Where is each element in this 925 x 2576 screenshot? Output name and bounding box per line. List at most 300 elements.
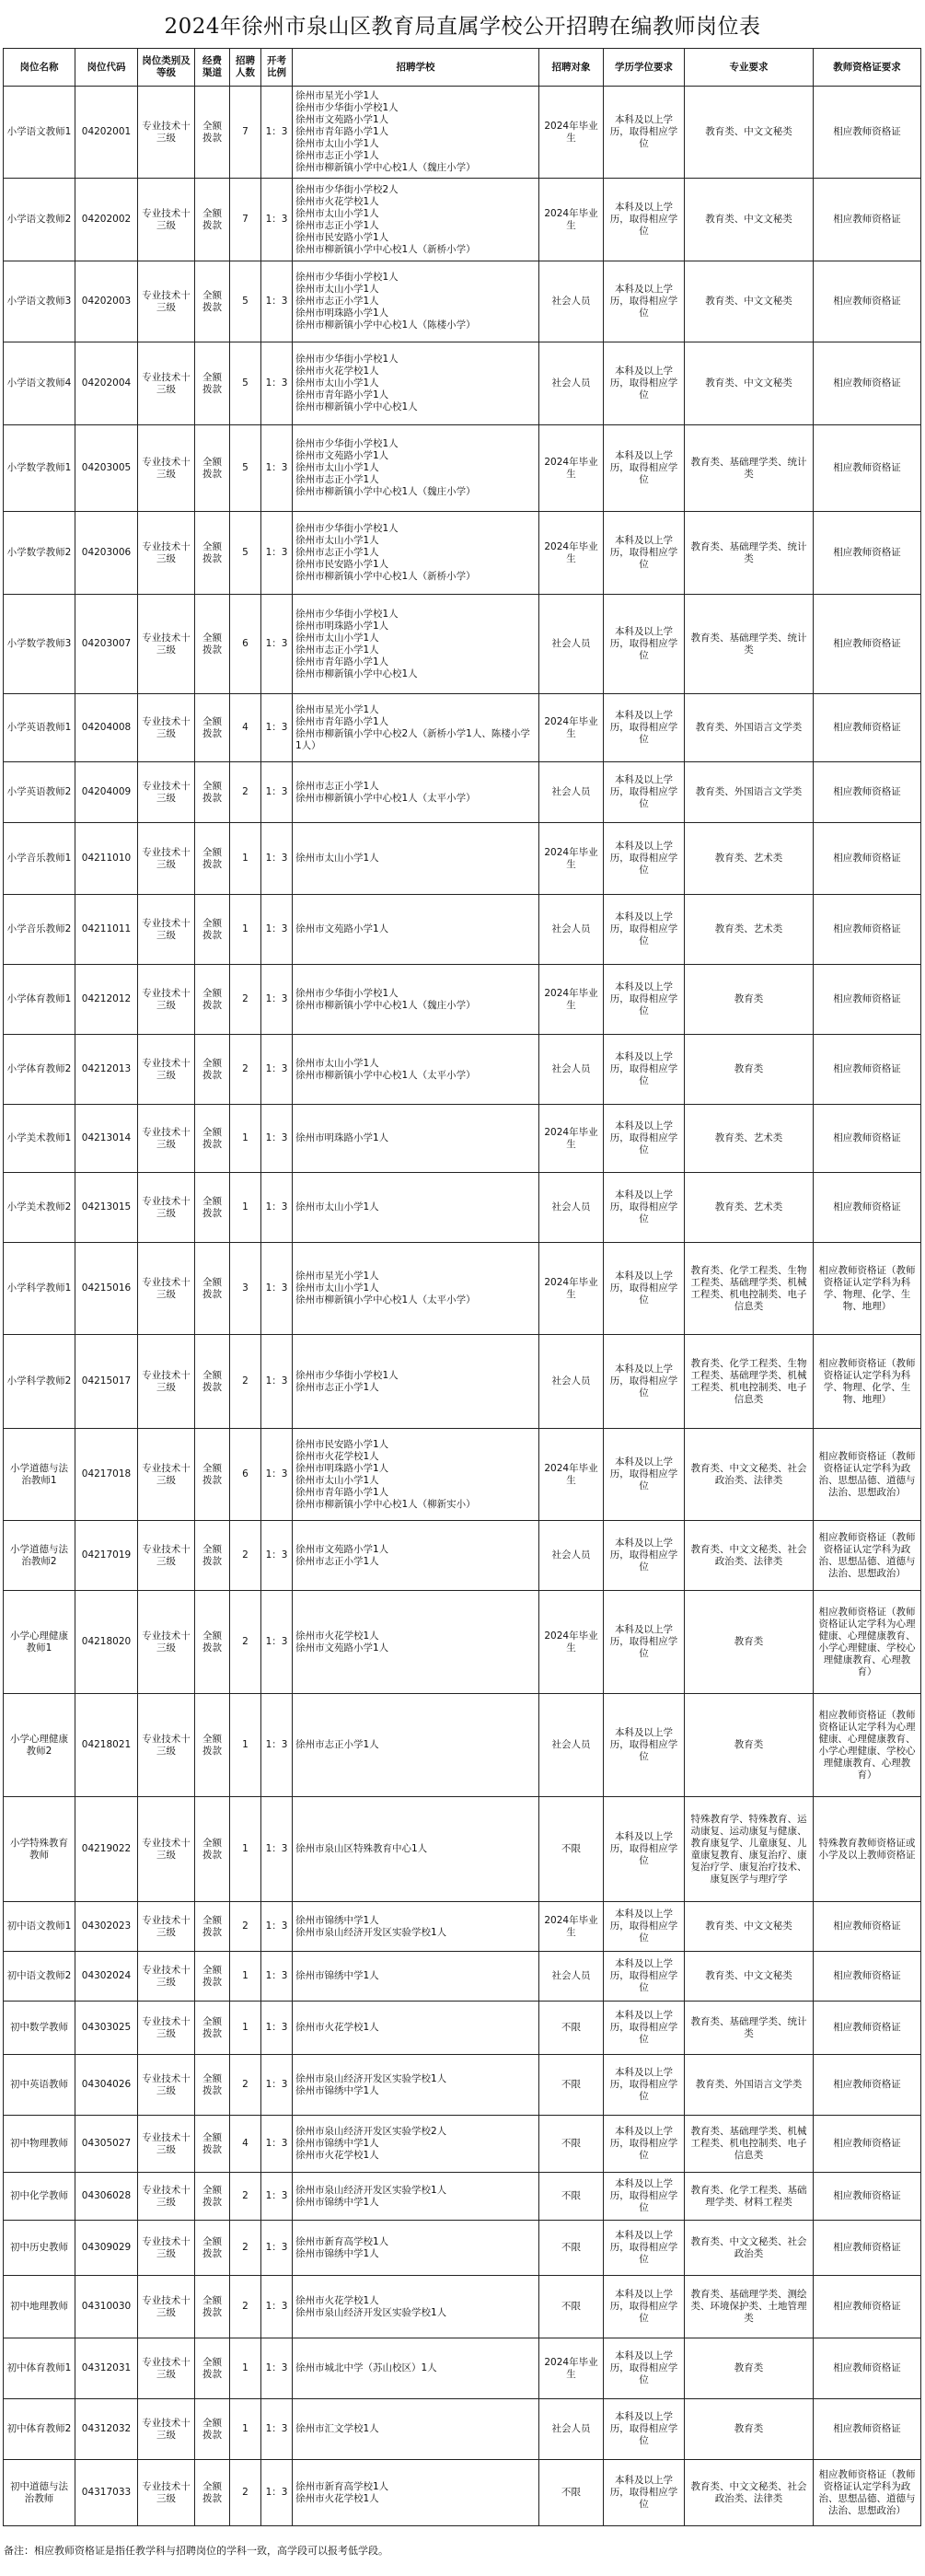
cell-fund-source: 全额拨款 (195, 2276, 230, 2338)
cell-target: 社会人员 (539, 762, 604, 823)
cell-target: 2024年毕业生 (539, 512, 604, 595)
cell-fund-source: 全额拨款 (195, 1173, 230, 1243)
cell-school: 徐州市文苑路小学1人 (293, 895, 539, 965)
header-post-level: 岗位类别及等级 (138, 49, 195, 87)
cell-exam-ratio: 1：3 (261, 1952, 293, 2002)
cell-school: 徐州市泉山经济开发区实验学校1人 徐州市锦绣中学1人 (293, 2055, 539, 2116)
cell-post-level: 专业技术十三级 (138, 1952, 195, 2002)
cell-exam-ratio: 1：3 (261, 1243, 293, 1335)
cell-education: 本科及以上学历，取得相应学位 (604, 1694, 685, 1797)
cell-post-level: 专业技术十三级 (138, 2055, 195, 2116)
cell-certificate: 相应教师资格证 (814, 595, 921, 694)
cell-major: 教育类、外国语言文学类 (685, 694, 814, 762)
cell-education: 本科及以上学历，取得相应学位 (604, 2221, 685, 2276)
header-fund-source: 经费渠道 (195, 49, 230, 87)
cell-target: 不限 (539, 2116, 604, 2173)
cell-post-name: 小学语文教师2 (4, 179, 75, 261)
cell-exam-ratio: 1：3 (261, 1173, 293, 1243)
cell-school: 徐州市太山小学1人 (293, 1173, 539, 1243)
cell-post-name: 小学科学教师2 (4, 1335, 75, 1429)
table-row (4, 2173, 921, 2221)
cell-target: 社会人员 (539, 2399, 604, 2460)
cell-recruit-count: 1 (230, 895, 261, 965)
cell-post-name: 小学语文教师4 (4, 342, 75, 425)
cell-certificate: 相应教师资格证 (814, 179, 921, 261)
cell-fund-source: 全额拨款 (195, 823, 230, 895)
cell-target: 不限 (539, 2460, 604, 2526)
table-row (4, 261, 921, 342)
cell-major: 教育类、中文文秘类 (685, 87, 814, 179)
cell-school: 徐州市新育高学校1人 徐州市火花学校1人 (293, 2460, 539, 2526)
cell-recruit-count: 5 (230, 512, 261, 595)
cell-education: 本科及以上学历，取得相应学位 (604, 1105, 685, 1173)
cell-post-level: 专业技术十三级 (138, 1105, 195, 1173)
cell-post-name: 小学特殊教育教师 (4, 1797, 75, 1902)
cell-education: 本科及以上学历，取得相应学位 (604, 1952, 685, 2002)
cell-recruit-count: 2 (230, 2276, 261, 2338)
cell-major: 教育类、中文文秘类 (685, 342, 814, 425)
cell-post-code: 04213014 (75, 1105, 138, 1173)
cell-major: 教育类、外国语言文学类 (685, 762, 814, 823)
cell-target: 2024年毕业生 (539, 823, 604, 895)
cell-fund-source: 全额拨款 (195, 1797, 230, 1902)
cell-school: 徐州市新育高学校1人 徐州市锦绣中学1人 (293, 2221, 539, 2276)
cell-post-code: 04203005 (75, 425, 138, 512)
cell-certificate: 相应教师资格证（教师资格证认定学科为政治、思想品德、道德与法治、思想政治） (814, 1521, 921, 1591)
cell-exam-ratio: 1：3 (261, 762, 293, 823)
cell-school: 徐州市少华街小学校1人 徐州市太山小学1人 徐州市志正小学1人 徐州市民安路小学1人 徐州市柳新镇小学中心校1人（新桥小学） (293, 512, 539, 595)
cell-exam-ratio: 1：3 (261, 2116, 293, 2173)
cell-post-level: 专业技术十三级 (138, 965, 195, 1035)
cell-certificate: 相应教师资格证（教师资格证认定学科为科学、物理、化学、生物、地理） (814, 1335, 921, 1429)
cell-exam-ratio: 1：3 (261, 895, 293, 965)
cell-school: 徐州市少华街小学校1人 徐州市文苑路小学1人 徐州市太山小学1人 徐州市志正小学1人 徐州市柳新镇小学中心校1人（魏庄小学） (293, 425, 539, 512)
header-school: 招聘学校 (293, 49, 539, 87)
cell-major: 教育类、中文文秘类、社会政治类、法律类 (685, 2460, 814, 2526)
cell-target: 社会人员 (539, 1694, 604, 1797)
table-row (4, 1243, 921, 1335)
cell-fund-source: 全额拨款 (195, 1521, 230, 1591)
cell-school: 徐州市少华街小学校1人 徐州市火花学校1人 徐州市太山小学1人 徐州市青年路小学1人 徐州市柳新镇小学中心校1人 (293, 342, 539, 425)
cell-post-code: 04202002 (75, 179, 138, 261)
cell-target: 社会人员 (539, 595, 604, 694)
cell-school: 徐州市星光小学1人 徐州市太山小学1人 徐州市柳新镇小学中心校1人（太平小学） (293, 1243, 539, 1335)
cell-fund-source: 全额拨款 (195, 694, 230, 762)
table-row (4, 1173, 921, 1243)
cell-exam-ratio: 1：3 (261, 1902, 293, 1952)
cell-school: 徐州市火花学校1人 徐州市文苑路小学1人 (293, 1591, 539, 1694)
table-body (4, 87, 921, 2526)
cell-post-code: 04303025 (75, 2002, 138, 2055)
cell-exam-ratio: 1：3 (261, 2460, 293, 2526)
cell-target: 2024年毕业生 (539, 1243, 604, 1335)
cell-certificate: 相应教师资格证 (814, 2002, 921, 2055)
cell-education: 本科及以上学历，取得相应学位 (604, 1797, 685, 1902)
cell-certificate: 相应教师资格证 (814, 1902, 921, 1952)
cell-certificate: 相应教师资格证 (814, 2399, 921, 2460)
cell-education: 本科及以上学历，取得相应学位 (604, 2399, 685, 2460)
cell-post-level: 专业技术十三级 (138, 595, 195, 694)
table-row (4, 823, 921, 895)
header-post-code: 岗位代码 (75, 49, 138, 87)
cell-exam-ratio: 1：3 (261, 823, 293, 895)
cell-school: 徐州市火花学校1人 徐州市泉山经济开发区实验学校1人 (293, 2276, 539, 2338)
cell-education: 本科及以上学历，取得相应学位 (604, 895, 685, 965)
cell-post-name: 小学美术教师2 (4, 1173, 75, 1243)
cell-education: 本科及以上学历，取得相应学位 (604, 2338, 685, 2399)
cell-exam-ratio: 1：3 (261, 2002, 293, 2055)
cell-certificate: 相应教师资格证 (814, 762, 921, 823)
cell-post-level: 专业技术十三级 (138, 1797, 195, 1902)
cell-fund-source: 全额拨款 (195, 1035, 230, 1105)
cell-post-code: 04304026 (75, 2055, 138, 2116)
header-education: 学历学位要求 (604, 49, 685, 87)
cell-major: 教育类、艺术类 (685, 895, 814, 965)
cell-school: 徐州市城北中学（苏山校区）1人 (293, 2338, 539, 2399)
cell-school: 徐州市锦绣中学1人 徐州市泉山经济开发区实验学校1人 (293, 1902, 539, 1952)
cell-post-name: 初中英语教师 (4, 2055, 75, 2116)
cell-exam-ratio: 1：3 (261, 1105, 293, 1173)
cell-education: 本科及以上学历，取得相应学位 (604, 762, 685, 823)
cell-target: 2024年毕业生 (539, 179, 604, 261)
cell-certificate: 相应教师资格证（教师资格证认定学科为政治、思想品德、道德与法治、思想政治） (814, 1429, 921, 1521)
table-row (4, 694, 921, 762)
cell-education: 本科及以上学历，取得相应学位 (604, 2173, 685, 2221)
cell-certificate: 相应教师资格证（教师资格证认定学科为科学、物理、化学、生物、地理） (814, 1243, 921, 1335)
cell-post-code: 04204008 (75, 694, 138, 762)
table-row (4, 2116, 921, 2173)
cell-target: 2024年毕业生 (539, 87, 604, 179)
cell-post-name: 小学心理健康教师2 (4, 1694, 75, 1797)
cell-major: 特殊教育学、特殊教育、运动康复、运动康复与健康、教育康复学、儿童康复、儿童康复教育、康复治疗、康复治疗学、康复治疗技术、康复医学与理疗学 (685, 1797, 814, 1902)
cell-post-code: 04218021 (75, 1694, 138, 1797)
cell-post-level: 专业技术十三级 (138, 2002, 195, 2055)
cell-major: 教育类、基础理学类、机械工程类、机电控制类、电子信息类 (685, 2116, 814, 2173)
cell-post-level: 专业技术十三级 (138, 2221, 195, 2276)
cell-target: 不限 (539, 2002, 604, 2055)
cell-school: 徐州市少华街小学校2人 徐州市火花学校1人 徐州市太山小学1人 徐州市志正小学1人 徐州市民安路小学1人 徐州市柳新镇小学中心校1人（新桥小学） (293, 179, 539, 261)
cell-post-code: 04203007 (75, 595, 138, 694)
cell-post-code: 04302023 (75, 1902, 138, 1952)
cell-post-code: 04215017 (75, 1335, 138, 1429)
cell-post-level: 专业技术十三级 (138, 1521, 195, 1591)
cell-recruit-count: 2 (230, 2460, 261, 2526)
cell-certificate: 相应教师资格证 (814, 2055, 921, 2116)
cell-post-code: 04217018 (75, 1429, 138, 1521)
cell-school: 徐州市泉山经济开发区实验学校2人 徐州市锦绣中学1人 徐州市火花学校1人 (293, 2116, 539, 2173)
cell-exam-ratio: 1：3 (261, 1335, 293, 1429)
cell-certificate: 相应教师资格证 (814, 425, 921, 512)
cell-target: 2024年毕业生 (539, 1429, 604, 1521)
table-row (4, 895, 921, 965)
cell-post-code: 04211011 (75, 895, 138, 965)
cell-exam-ratio: 1：3 (261, 425, 293, 512)
cell-fund-source: 全额拨款 (195, 1591, 230, 1694)
table-row (4, 1035, 921, 1105)
cell-exam-ratio: 1：3 (261, 1694, 293, 1797)
cell-post-level: 专业技术十三级 (138, 425, 195, 512)
cell-education: 本科及以上学历，取得相应学位 (604, 1902, 685, 1952)
cell-fund-source: 全额拨款 (195, 1429, 230, 1521)
cell-major: 教育类 (685, 2399, 814, 2460)
cell-recruit-count: 3 (230, 1243, 261, 1335)
cell-major: 教育类、中文文秘类 (685, 179, 814, 261)
cell-school: 徐州市明珠路小学1人 (293, 1105, 539, 1173)
cell-fund-source: 全额拨款 (195, 1902, 230, 1952)
cell-post-code: 04310030 (75, 2276, 138, 2338)
cell-school: 徐州市泉山经济开发区实验学校1人 徐州市锦绣中学1人 (293, 2173, 539, 2221)
cell-major: 教育类、基础理学类、统计类 (685, 512, 814, 595)
cell-recruit-count: 2 (230, 1591, 261, 1694)
cell-post-code: 04203006 (75, 512, 138, 595)
cell-education: 本科及以上学历，取得相应学位 (604, 2276, 685, 2338)
cell-major: 教育类、中文文秘类 (685, 261, 814, 342)
cell-post-code: 04302024 (75, 1952, 138, 2002)
cell-school: 徐州市星光小学1人 徐州市青年路小学1人 徐州市柳新镇小学中心校2人（新桥小学1人、陈楼小学1人） (293, 694, 539, 762)
cell-school: 徐州市汇文学校1人 (293, 2399, 539, 2460)
cell-post-level: 专业技术十三级 (138, 2276, 195, 2338)
cell-recruit-count: 1 (230, 1173, 261, 1243)
cell-target: 社会人员 (539, 1952, 604, 2002)
cell-major: 教育类、中文文秘类 (685, 1902, 814, 1952)
cell-fund-source: 全额拨款 (195, 762, 230, 823)
cell-post-name: 初中化学教师 (4, 2173, 75, 2221)
cell-post-level: 专业技术十三级 (138, 261, 195, 342)
cell-recruit-count: 2 (230, 1521, 261, 1591)
cell-post-name: 小学体育教师2 (4, 1035, 75, 1105)
cell-recruit-count: 5 (230, 425, 261, 512)
cell-exam-ratio: 1：3 (261, 595, 293, 694)
cell-post-name: 初中体育教师1 (4, 2338, 75, 2399)
cell-post-code: 04219022 (75, 1797, 138, 1902)
cell-post-name: 初中语文教师1 (4, 1902, 75, 1952)
cell-major: 教育类 (685, 1035, 814, 1105)
table-row (4, 1591, 921, 1694)
cell-major: 教育类、艺术类 (685, 823, 814, 895)
footnote: 备注：相应教师资格证是指任教学科与招聘岗位的学科一致，高学段可以报考低学段。 (4, 2545, 388, 2557)
cell-major: 教育类、化学工程类、基础理学类、材料工程类 (685, 2173, 814, 2221)
table-row (4, 1902, 921, 1952)
cell-post-name: 小学美术教师1 (4, 1105, 75, 1173)
cell-fund-source: 全额拨款 (195, 595, 230, 694)
cell-school: 徐州市志正小学1人 徐州市柳新镇小学中心校1人（太平小学） (293, 762, 539, 823)
cell-school: 徐州市太山小学1人 徐州市柳新镇小学中心校1人（太平小学） (293, 1035, 539, 1105)
cell-certificate: 相应教师资格证 (814, 261, 921, 342)
cell-major: 教育类、基础理学类、统计类 (685, 425, 814, 512)
cell-education: 本科及以上学历，取得相应学位 (604, 965, 685, 1035)
cell-recruit-count: 1 (230, 2399, 261, 2460)
cell-post-code: 04215016 (75, 1243, 138, 1335)
cell-post-name: 初中语文教师2 (4, 1952, 75, 2002)
cell-education: 本科及以上学历，取得相应学位 (604, 425, 685, 512)
cell-fund-source: 全额拨款 (195, 2460, 230, 2526)
cell-target: 2024年毕业生 (539, 425, 604, 512)
cell-education: 本科及以上学历，取得相应学位 (604, 1429, 685, 1521)
table-row (4, 1797, 921, 1902)
cell-exam-ratio: 1：3 (261, 2276, 293, 2338)
cell-post-name: 小学语文教师3 (4, 261, 75, 342)
cell-recruit-count: 1 (230, 1694, 261, 1797)
cell-target: 不限 (539, 2055, 604, 2116)
cell-certificate: 相应教师资格证 (814, 512, 921, 595)
table-row (4, 595, 921, 694)
cell-post-level: 专业技术十三级 (138, 2460, 195, 2526)
table-row (4, 2276, 921, 2338)
cell-exam-ratio: 1：3 (261, 2221, 293, 2276)
cell-post-name: 小学数学教师3 (4, 595, 75, 694)
cell-post-level: 专业技术十三级 (138, 87, 195, 179)
table-row (4, 2399, 921, 2460)
cell-fund-source: 全额拨款 (195, 1243, 230, 1335)
cell-recruit-count: 1 (230, 2338, 261, 2399)
cell-post-code: 04212013 (75, 1035, 138, 1105)
cell-fund-source: 全额拨款 (195, 425, 230, 512)
cell-school: 徐州市志正小学1人 (293, 1694, 539, 1797)
cell-target: 2024年毕业生 (539, 1591, 604, 1694)
cell-post-name: 小学道德与法治教师2 (4, 1521, 75, 1591)
table-header-row (4, 49, 921, 87)
recruitment-table (3, 48, 921, 2526)
table-row (4, 1952, 921, 2002)
cell-post-level: 专业技术十三级 (138, 1173, 195, 1243)
table-row (4, 1105, 921, 1173)
cell-post-code: 04211010 (75, 823, 138, 895)
cell-school: 徐州市锦绣中学1人 (293, 1952, 539, 2002)
cell-major: 教育类、中文文秘类 (685, 1952, 814, 2002)
header-target: 招聘对象 (539, 49, 604, 87)
cell-target: 社会人员 (539, 1521, 604, 1591)
cell-certificate: 相应教师资格证（教师资格证认定学科为心理健康、心理健康教育、小学心理健康、学校心理健康教育、心理教育） (814, 1591, 921, 1694)
table-row (4, 425, 921, 512)
cell-education: 本科及以上学历，取得相应学位 (604, 342, 685, 425)
cell-exam-ratio: 1：3 (261, 512, 293, 595)
cell-post-name: 小学语文教师1 (4, 87, 75, 179)
cell-certificate: 相应教师资格证 (814, 1035, 921, 1105)
cell-fund-source: 全额拨款 (195, 512, 230, 595)
cell-major: 教育类、基础理学类、统计类 (685, 2002, 814, 2055)
cell-education: 本科及以上学历，取得相应学位 (604, 1243, 685, 1335)
cell-school: 徐州市泉山区特殊教育中心1人 (293, 1797, 539, 1902)
cell-post-code: 04312031 (75, 2338, 138, 2399)
cell-major: 教育类、中文文秘类、社会政治类、法律类 (685, 1521, 814, 1591)
cell-post-name: 初中体育教师2 (4, 2399, 75, 2460)
cell-fund-source: 全额拨款 (195, 2173, 230, 2221)
cell-post-level: 专业技术十三级 (138, 342, 195, 425)
cell-post-name: 小学英语教师1 (4, 694, 75, 762)
cell-fund-source: 全额拨款 (195, 2055, 230, 2116)
cell-education: 本科及以上学历，取得相应学位 (604, 87, 685, 179)
cell-major: 教育类、基础理学类、统计类 (685, 595, 814, 694)
cell-exam-ratio: 1：3 (261, 1035, 293, 1105)
cell-post-code: 04317033 (75, 2460, 138, 2526)
cell-post-level: 专业技术十三级 (138, 2399, 195, 2460)
table-row (4, 2338, 921, 2399)
cell-certificate: 特殊教育教师资格证或小学及以上教师资格证 (814, 1797, 921, 1902)
cell-major: 教育类、艺术类 (685, 1105, 814, 1173)
cell-exam-ratio: 1：3 (261, 1521, 293, 1591)
cell-certificate: 相应教师资格证 (814, 965, 921, 1035)
cell-fund-source: 全额拨款 (195, 261, 230, 342)
cell-post-code: 04204009 (75, 762, 138, 823)
table-row (4, 2002, 921, 2055)
table-row (4, 512, 921, 595)
cell-school: 徐州市少华街小学校1人 徐州市志正小学1人 (293, 1335, 539, 1429)
cell-fund-source: 全额拨款 (195, 2002, 230, 2055)
cell-education: 本科及以上学历，取得相应学位 (604, 179, 685, 261)
cell-school: 徐州市民安路小学1人 徐州市火花学校1人 徐州市明珠路小学1人 徐州市太山小学1人 徐州市青年路小学1人 徐州市柳新镇小学中心校1人（柳新实小） (293, 1429, 539, 1521)
cell-fund-source: 全额拨款 (195, 342, 230, 425)
cell-certificate: 相应教师资格证（教师资格证认定学科为心理健康、心理健康教育、小学心理健康、学校心理健康教育、心理教育） (814, 1694, 921, 1797)
cell-post-name: 初中历史教师 (4, 2221, 75, 2276)
cell-major: 教育类 (685, 1591, 814, 1694)
cell-major: 教育类 (685, 1694, 814, 1797)
cell-recruit-count: 1 (230, 1105, 261, 1173)
cell-education: 本科及以上学历，取得相应学位 (604, 2116, 685, 2173)
cell-recruit-count: 2 (230, 965, 261, 1035)
cell-post-level: 专业技术十三级 (138, 895, 195, 965)
cell-certificate: 相应教师资格证 (814, 1952, 921, 2002)
cell-post-code: 04309029 (75, 2221, 138, 2276)
cell-education: 本科及以上学历，取得相应学位 (604, 512, 685, 595)
cell-post-level: 专业技术十三级 (138, 823, 195, 895)
cell-post-level: 专业技术十三级 (138, 2173, 195, 2221)
cell-post-name: 初中数学教师 (4, 2002, 75, 2055)
cell-school: 徐州市星光小学1人 徐州市少华街小学校1人 徐州市文苑路小学1人 徐州市青年路小学1人 徐州市太山小学1人 徐州市志正小学1人 徐州市柳新镇小学中心校1人（魏庄小学） (293, 87, 539, 179)
header-exam-ratio: 开考比例 (261, 49, 293, 87)
cell-fund-source: 全额拨款 (195, 1105, 230, 1173)
cell-major: 教育类、外国语言文学类 (685, 2055, 814, 2116)
cell-education: 本科及以上学历，取得相应学位 (604, 1173, 685, 1243)
cell-certificate: 相应教师资格证 (814, 2221, 921, 2276)
cell-certificate: 相应教师资格证 (814, 2276, 921, 2338)
cell-target: 社会人员 (539, 261, 604, 342)
cell-recruit-count: 1 (230, 2002, 261, 2055)
cell-post-code: 04202004 (75, 342, 138, 425)
cell-major: 教育类、中文文秘类、社会政治类 (685, 2221, 814, 2276)
cell-target: 社会人员 (539, 342, 604, 425)
cell-fund-source: 全额拨款 (195, 2399, 230, 2460)
cell-recruit-count: 2 (230, 2055, 261, 2116)
cell-target: 2024年毕业生 (539, 965, 604, 1035)
cell-exam-ratio: 1：3 (261, 2399, 293, 2460)
table-row (4, 965, 921, 1035)
cell-exam-ratio: 1：3 (261, 1429, 293, 1521)
cell-post-level: 专业技术十三级 (138, 1243, 195, 1335)
cell-certificate: 相应教师资格证（教师资格证认定学科为政治、思想品德、道德与法治、思想政治） (814, 2460, 921, 2526)
table-row (4, 1521, 921, 1591)
cell-major: 教育类、中文文秘类、社会政治类、法律类 (685, 1429, 814, 1521)
cell-post-level: 专业技术十三级 (138, 179, 195, 261)
header-post-name: 岗位名称 (4, 49, 75, 87)
cell-post-code: 04312032 (75, 2399, 138, 2460)
cell-post-code: 04202001 (75, 87, 138, 179)
table-row (4, 2460, 921, 2526)
cell-education: 本科及以上学历，取得相应学位 (604, 261, 685, 342)
cell-target: 不限 (539, 2276, 604, 2338)
cell-fund-source: 全额拨款 (195, 1952, 230, 2002)
cell-post-name: 初中道德与法治教师 (4, 2460, 75, 2526)
cell-recruit-count: 4 (230, 694, 261, 762)
cell-certificate: 相应教师资格证 (814, 1105, 921, 1173)
cell-major: 教育类 (685, 2338, 814, 2399)
cell-recruit-count: 1 (230, 1952, 261, 2002)
cell-recruit-count: 2 (230, 1035, 261, 1105)
cell-target: 2024年毕业生 (539, 2338, 604, 2399)
cell-education: 本科及以上学历，取得相应学位 (604, 595, 685, 694)
cell-exam-ratio: 1：3 (261, 2173, 293, 2221)
cell-school: 徐州市少华街小学校1人 徐州市太山小学1人 徐州市志正小学1人 徐州市明珠路小学1人 徐州市柳新镇小学中心校1人（陈楼小学） (293, 261, 539, 342)
cell-certificate: 相应教师资格证 (814, 823, 921, 895)
